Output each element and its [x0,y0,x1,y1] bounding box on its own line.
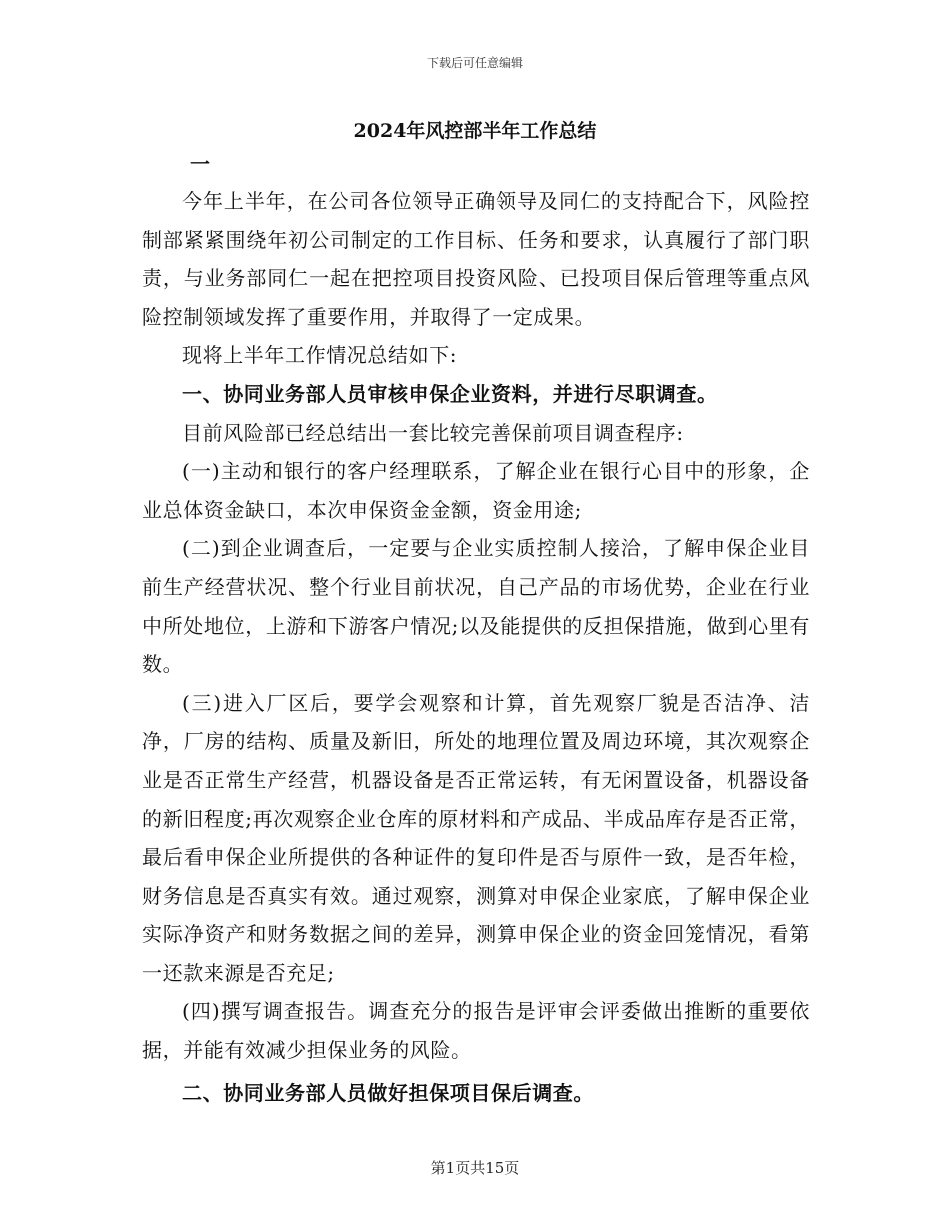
paragraph-step-4: (四)撰写调查报告。调查充分的报告是评审会评委做出推断的重要依据，并能有效减少担保业务的风险。 [142,999,810,1063]
paragraph-procedure-lead: 目前风险部已经总结出一套比较完善保前项目调查程序: [182,420,684,445]
paragraph-summary-lead: 现将上半年工作情况总结如下: [182,343,458,368]
header-note: 下载后可任意编辑 [426,56,523,70]
paragraph-step-1: (一)主动和银行的客户经理联系，了解企业在银行心目中的形象，企业总体资金缺口，本次申保资金金额，资金用途; [142,459,810,522]
document-body [142,182,810,1112]
section-marker: 一 [190,152,210,176]
page-footer: 第1页共15页 [430,1159,520,1177]
paragraph-intro: 今年上半年，在公司各位领导正确领导及同仁的支持配合下，风险控制部紧紧围绕年初公司制定的工作目标、任务和要求，认真履行了部门职责，与业务部同仁一起在把控项目投资风险、已投项目保后管理等重点风险控制领域发挥了重要作用，并取得了一定成果。 [142,189,810,329]
paragraph-step-2: (二)到企业调查后，一定要与企业实质控制人接洽，了解申保企业目前生产经营状况、整个行业目前状况，自己产品的市场优势，企业在行业中所处地位，上游和下游客户情况;以及能提供的反担保措施，做到心里有数。 [142,536,810,677]
section-heading-1: 一、协同业务部人员审核申保企业资料，并进行尽职调查。 [182,381,718,406]
document-title: 2024年风控部半年工作总结 [353,120,597,142]
paragraph-step-3: (三)进入厂区后，要学会观察和计算，首先观察厂貌是否洁净、洁净，厂房的结构、质量及新旧，所处的地理位置及周边环境，其次观察企业是否正常生产经营，机器设备是否正常运转，有无闲置设备，机器设备的新旧程度;再次观察企业仓库的原材料和产成品、半成品库存是否正常，最后看申保企业所提供的各种证件的复印件是否与原件一致，是否年检，财务信息是否真实有效。通过观察，测算对申保企业家底，了解申保企业实际净资产和财务数据之间的差异，测算申保企业的资金回笼情况，看第一还款来源是否充足; [142,690,810,985]
section-heading-2: 二、协同业务部人员做好担保项目保后调查。 [182,1080,594,1105]
